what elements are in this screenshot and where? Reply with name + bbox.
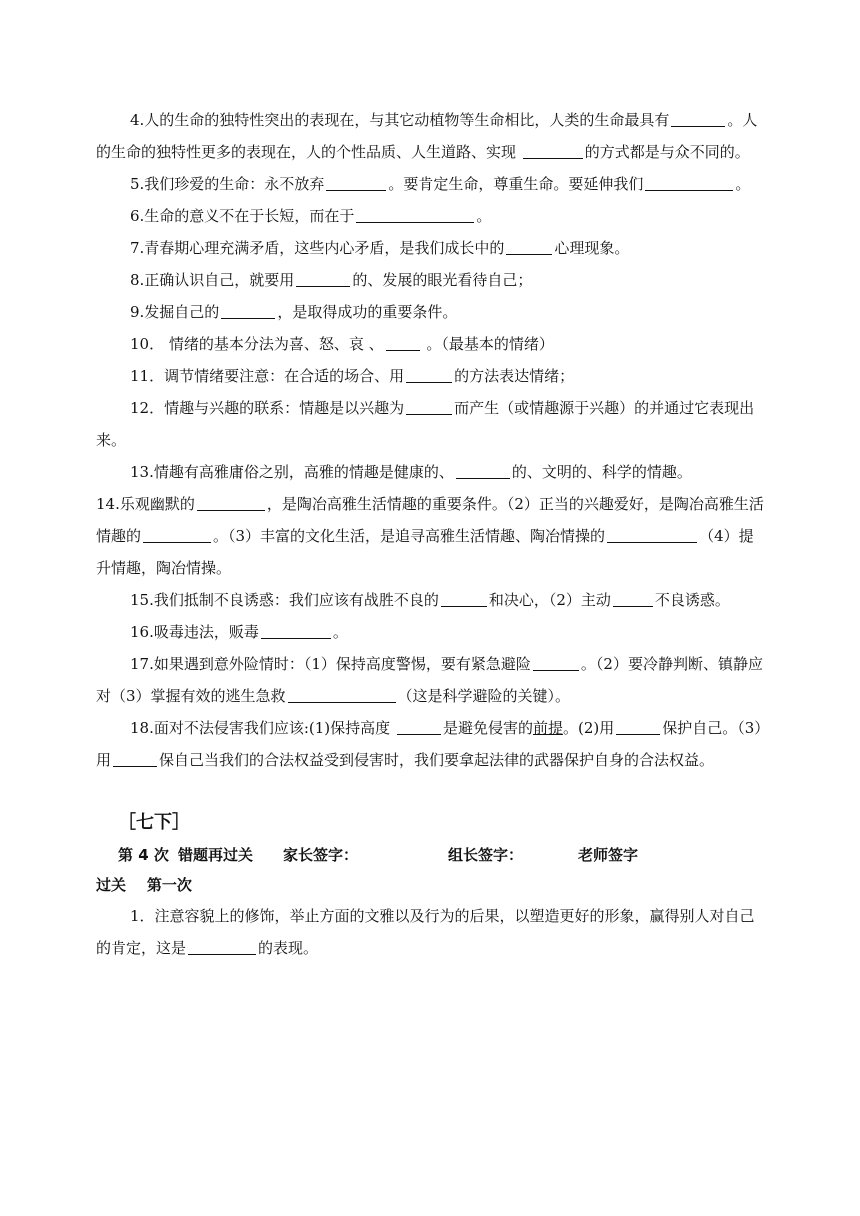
question-text: 15.我们抵制不良诱惑：我们应该有战胜不良的 (130, 591, 439, 609)
question-text: 的表现。 (258, 939, 319, 957)
question-text: 的、文明的、科学的情趣。 (511, 463, 692, 481)
question-4 (96, 104, 768, 168)
question-text: 而产生（或情趣源于兴趣）的并通过它表现出来。 (96, 399, 755, 449)
answer-blank[interactable] (613, 588, 653, 607)
answer-blank[interactable] (506, 236, 552, 255)
question-6 (96, 200, 768, 232)
answer-blank[interactable] (188, 936, 256, 955)
question-14 (96, 488, 768, 584)
question-text: 8.正确认识自己，就要用 (130, 271, 295, 289)
question-text: 是避免侵害的 (442, 719, 533, 737)
answer-blank[interactable] (645, 172, 733, 191)
question-15 (96, 584, 768, 616)
answer-blank[interactable] (441, 588, 487, 607)
question-text: 14.乐观幽默的 (96, 495, 195, 513)
question-16 (96, 616, 768, 648)
answer-blank[interactable] (261, 620, 331, 639)
answer-blank[interactable] (456, 460, 510, 479)
question-text: 和决心，（2）主动 (488, 591, 611, 609)
question-text: 不良诱惑。 (654, 591, 730, 609)
underlined-text: 前提 (532, 719, 563, 737)
question-text: （4）提升情趣，陶冶情操。 (96, 527, 754, 577)
question-text: 。 (476, 207, 492, 225)
answer-blank[interactable] (523, 140, 583, 159)
question-text: 。 (735, 175, 751, 193)
question-text: 。(2)用 (562, 719, 615, 737)
answer-blank[interactable] (533, 652, 579, 671)
question-text: 16.吸毒违法，贩毒 (130, 623, 259, 641)
attempt-label: 第 4 次 (118, 846, 169, 864)
question-text: ，是陶冶高雅生活情趣的重要条件。（2）正当的兴趣爱好，是陶冶高雅生活情趣的 (96, 495, 764, 545)
parent-signature-label: 家长签字： (283, 846, 359, 864)
section-question-1 (96, 900, 768, 964)
answer-blank[interactable] (406, 396, 452, 415)
question-10 (96, 328, 768, 360)
answer-blank[interactable] (356, 204, 474, 223)
question-text: 。要肯定生命，尊重生命。要延伸我们 (388, 175, 644, 193)
question-text: 保自己当我们的合法权益受到侵害时，我们要拿起法律的武器保护自身的合法权益。 (159, 751, 715, 769)
worksheet-page (96, 104, 768, 964)
question-text: 7.青春期心理充满矛盾，这些内心矛盾，是我们成长中的 (130, 239, 505, 257)
answer-blank[interactable] (397, 716, 441, 735)
question-13 (96, 456, 768, 488)
question-text: 9.发掘自己的 (130, 303, 220, 321)
question-text: 。 (332, 623, 348, 641)
question-text: 。人的生命的独特性更多的表现在，人的个性品质、人生道路、实现 (96, 111, 758, 161)
question-text: 18.面对不法侵害我们应该:(1)保持高度 (130, 719, 395, 737)
answer-blank[interactable] (143, 524, 211, 543)
answer-blank[interactable] (296, 268, 350, 287)
question-11 (96, 360, 768, 392)
answer-blank[interactable] (406, 364, 452, 383)
question-7 (96, 232, 768, 264)
question-text: 5.我们珍爱的生命：永不放弃 (130, 175, 325, 193)
question-text: 4.人的生命的独特性突出的表现在，与其它动植物等生命相比，人类的生命最具有 (130, 111, 670, 129)
answer-blank[interactable] (113, 748, 157, 767)
question-text: 保护自己。（3）用 (96, 719, 762, 769)
leader-signature-label: 组长签字： (448, 846, 524, 864)
round-label: 过关 第一次 (96, 876, 192, 894)
question-8 (96, 264, 768, 296)
sign-row (96, 840, 768, 870)
question-text: 10． 情绪的基本分法为喜、怒、哀 、 (130, 335, 384, 353)
answer-blank[interactable] (386, 332, 420, 351)
section-title: ［七下］ (118, 812, 190, 833)
answer-blank[interactable] (607, 524, 697, 543)
question-text: 。（2）要冷静判断、镇静应对（3）掌握有效的逃生急救 (96, 655, 763, 705)
question-text: 1．注意容貌上的修饰，举止方面的文雅以及行为的后果，以塑造更好的形象，赢得别人对自己的肯定，这是 (96, 907, 755, 957)
question-text: 。（最基本的情绪） (421, 335, 554, 353)
question-5 (96, 168, 768, 200)
question-text: ，是取得成功的重要条件。 (277, 303, 458, 321)
question-text: 心理现象。 (554, 239, 630, 257)
question-12 (96, 392, 768, 456)
question-text: （这是科学避险的关键）。 (397, 687, 571, 705)
question-text: 的方法表达情绪； (454, 367, 575, 385)
teacher-signature-label: 老师签字 (578, 846, 639, 864)
answer-blank[interactable] (288, 684, 396, 703)
question-text: 17.如果遇到意外险情时：（1）保持高度警惕，要有紧急避险 (130, 655, 531, 673)
question-17 (96, 648, 768, 712)
question-18 (96, 712, 768, 776)
question-text: 12．情趣与兴趣的联系：情趣是以兴趣为 (130, 399, 405, 417)
question-text: 6.生命的意义不在于长短，而在于 (130, 207, 355, 225)
question-text: 的方式都是与众不同的。 (584, 143, 750, 161)
answer-blank[interactable] (221, 300, 275, 319)
question-text: 11．调节情绪要注意：在合适的场合、用 (130, 367, 405, 385)
answer-blank[interactable] (326, 172, 386, 191)
question-text: 。（3）丰富的文化生活，是追寻高雅生活情趣、陶冶情操的 (213, 527, 606, 545)
question-9 (96, 296, 768, 328)
retry-label: 错题再过关 (178, 846, 254, 864)
answer-blank[interactable] (671, 108, 725, 127)
question-text: 的、发展的眼光看待自己； (352, 271, 533, 289)
answer-blank[interactable] (616, 716, 660, 735)
answer-blank[interactable] (197, 492, 265, 511)
question-text: 13.情趣有高雅庸俗之别，高雅的情趣是健康的、 (130, 463, 454, 481)
